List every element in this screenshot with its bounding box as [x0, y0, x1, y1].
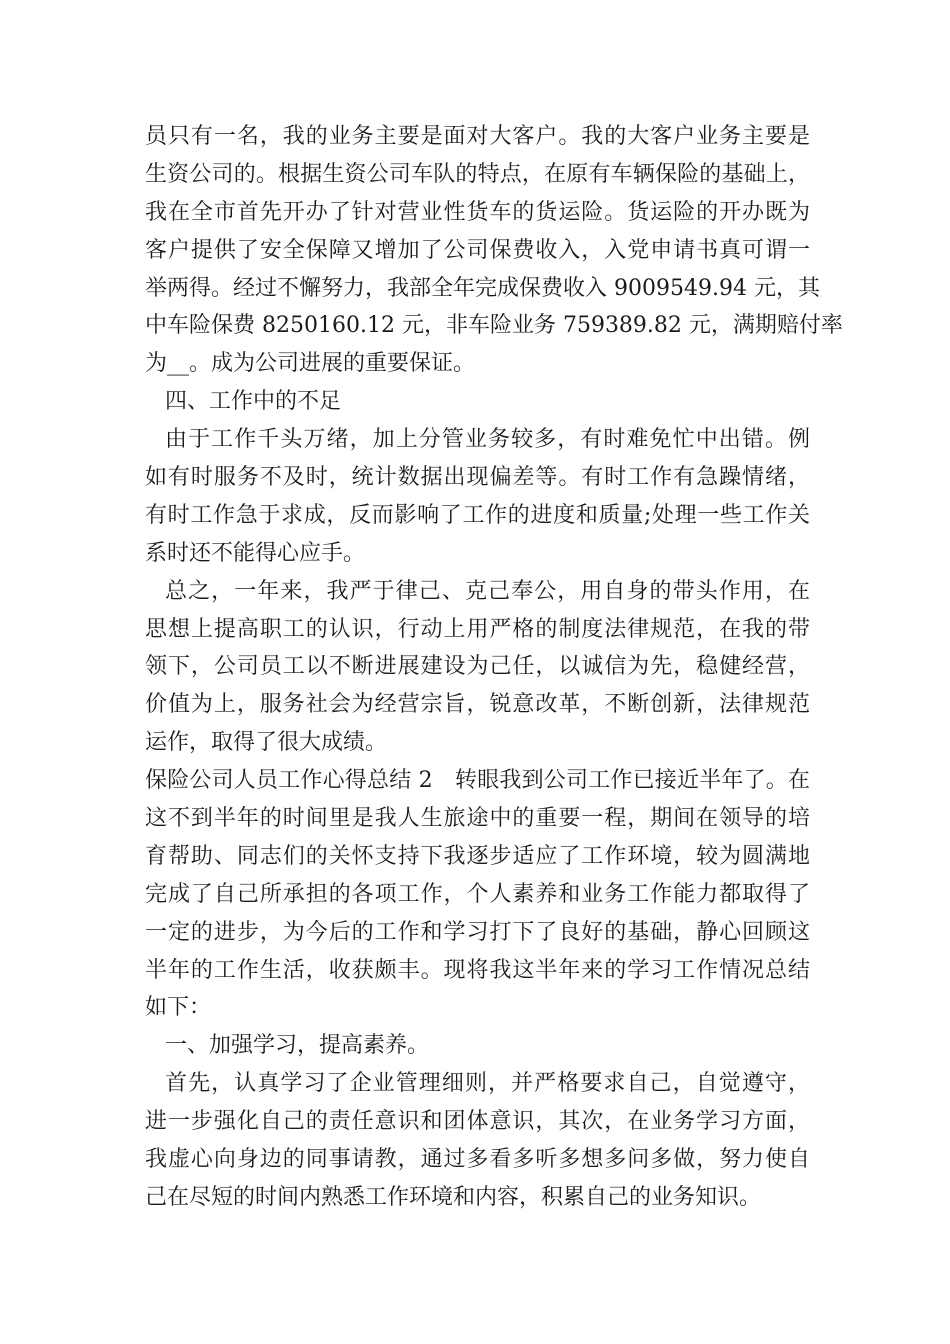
text-line: 系时还不能得心应手。 [145, 540, 366, 566]
text-line: 价值为上，服务社会为经营宗旨，锐意改革，不断创新，法律规范 [145, 692, 810, 718]
text-line: 客户提供了安全保障又增加了公司保费收入，入党申请书真可谓一 [145, 237, 810, 263]
document-body [145, 118, 843, 1217]
text-line: 如有时服务不及时，统计数据出现偏差等。有时工作有急躁情绪， [145, 465, 810, 491]
text-line: 员只有一名，我的业务主要是面对大客户。我的大客户业务主要是 [145, 124, 810, 149]
text-line: 有时工作急于求成，反而影响了工作的进度和质量;处理一些工作关 [145, 502, 810, 528]
text-line: 为__。成为公司进展的重要保证。 [145, 351, 476, 377]
text-line: 首先，认真学习了企业管理细则，并严格要求自己，自觉遵守， [165, 1071, 810, 1097]
text-line: 我在全市首先开办了针对营业性货车的货运险。货运险的开办既为 [145, 199, 810, 225]
text-line: 运作，取得了很大成绩。 [145, 730, 388, 756]
text-line: 进一步强化自己的责任意识和团体意识，其次，在业务学习方面， [145, 1109, 810, 1135]
section-heading: 一、加强学习，提高素养。 [165, 1033, 430, 1059]
text-line: 思想上提高职工的认识，行动上用严格的制度法律规范，在我的带 [145, 616, 810, 642]
section-title-line: 保险公司人员工作心得总结 2 转眼我到公司工作已接近半年了。在 [145, 768, 810, 794]
text-line: 完成了自己所承担的各项工作，个人素养和业务工作能力都取得了 [145, 881, 810, 907]
text-line: 中车险保费 8250160.12 元，非车险业务 759389.82 元，满期赔付率 [145, 313, 843, 339]
text-line: 领下，公司员工以不断进展建设为己任，以诚信为先，稳健经营， [145, 654, 810, 680]
section-heading: 四、工作中的不足 [165, 389, 342, 415]
text-line: 举两得。经过不懈努力，我部全年完成保费收入 9009549.94 元，其 [145, 275, 820, 301]
text-line: 我虚心向身边的同事请教，通过多看多听多想多问多做，努力使自 [145, 1147, 810, 1173]
text-line: 一定的进步，为今后的工作和学习打下了良好的基础，静心回顾这 [145, 919, 810, 945]
text-line: 总之，一年来，我严于律己、克己奉公，用自身的带头作用，在 [165, 578, 810, 604]
text-line: 生资公司的。根据生资公司车队的特点，在原有车辆保险的基础上， [145, 161, 810, 187]
text-line: 由于工作千头万绪，加上分管业务较多，有时难免忙中出错。例 [165, 427, 810, 453]
text-line: 半年的工作生活，收获颇丰。现将我这半年来的学习工作情况总结 [145, 957, 810, 983]
text-line: 如下： [145, 995, 212, 1021]
text-line: 育帮助、同志们的关怀支持下我逐步适应了工作环境，较为圆满地 [145, 843, 810, 869]
text-line: 己在尽短的时间内熟悉工作环境和内容，积累自己的业务知识。 [145, 1184, 762, 1210]
text-line: 这不到半年的时间里是我人生旅途中的重要一程，期间在领导的培 [145, 806, 810, 832]
